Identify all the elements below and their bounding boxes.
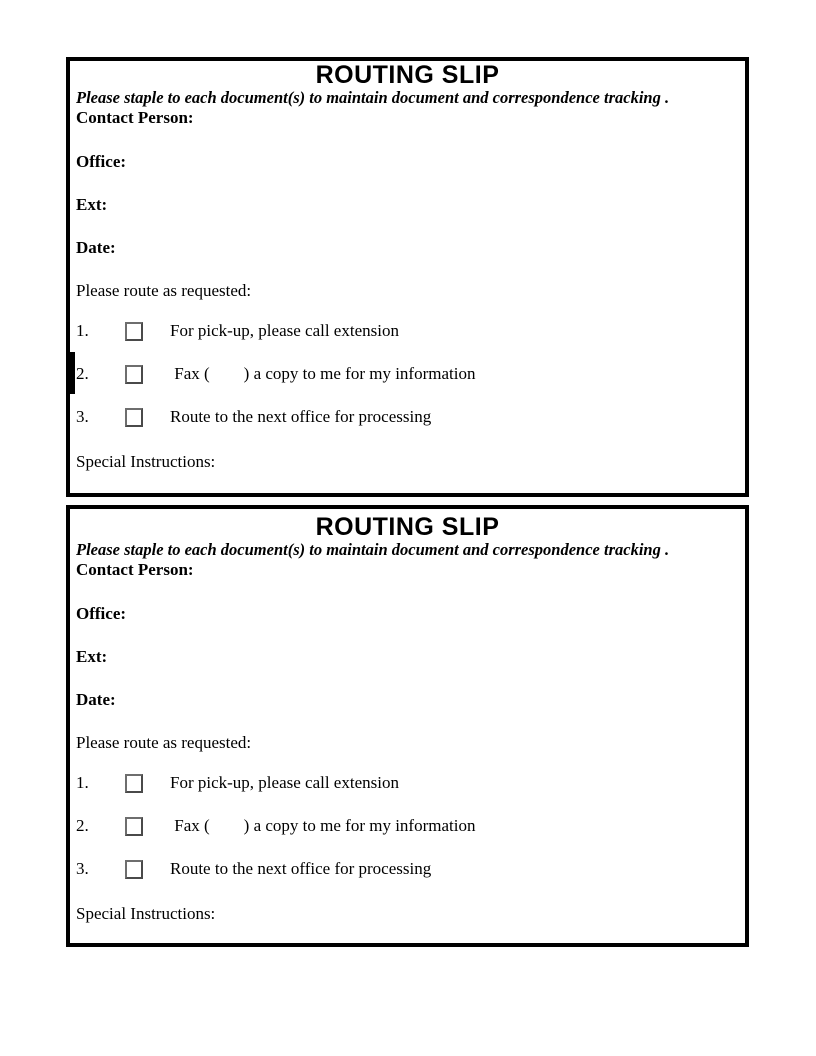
route-option-3-label: Route to the next office for processing [170, 859, 432, 878]
route-option-3-checkbox[interactable] [125, 860, 143, 879]
route-option-3-label: Route to the next office for processing [170, 407, 432, 426]
date-label: Date: [76, 690, 116, 709]
route-option-3-number: 3. [76, 859, 89, 878]
route-option-2 [76, 362, 739, 386]
route-option-2-checkbox[interactable] [125, 365, 143, 384]
date-label: Date: [76, 238, 116, 257]
routing-slip-1 [66, 57, 749, 497]
contact-person-label: Contact Person: [76, 560, 194, 579]
route-option-1-checkbox[interactable] [125, 322, 143, 341]
route-option-1-label: For pick-up, please call extension [170, 773, 399, 792]
route-option-1-number: 1. [76, 773, 89, 792]
contact-person-label: Contact Person: [76, 108, 194, 127]
route-option-2-number: 2. [76, 364, 89, 383]
office-label: Office: [76, 604, 127, 623]
route-option-1-number: 1. [76, 321, 89, 340]
route-option-3-number: 3. [76, 407, 89, 426]
route-option-3 [76, 405, 739, 429]
route-option-1 [76, 771, 739, 795]
route-option-1-checkbox[interactable] [125, 774, 143, 793]
route-option-2 [76, 814, 739, 838]
special-instructions-label: Special Instructions: [76, 452, 216, 471]
route-option-2-label: Fax ( ) a copy to me for my information [170, 364, 476, 383]
special-instructions-label: Special Instructions: [76, 904, 216, 923]
slip-subtitle: Please staple to each document(s) to maintain document and correspondence tracking . [76, 88, 670, 107]
slip-title: ROUTING SLIP [315, 513, 500, 541]
route-option-2-checkbox[interactable] [125, 817, 143, 836]
ext-label: Ext: [76, 195, 108, 214]
route-option-1-label: For pick-up, please call extension [170, 321, 399, 340]
route-option-2-label: Fax ( ) a copy to me for my information [170, 816, 476, 835]
change-bar [70, 352, 75, 394]
route-prompt: Please route as requested: [76, 733, 252, 752]
slip-subtitle: Please staple to each document(s) to maintain document and correspondence tracking . [76, 540, 670, 559]
route-option-1 [76, 319, 739, 343]
route-option-3-checkbox[interactable] [125, 408, 143, 427]
routing-slip-2 [66, 505, 749, 947]
route-option-3 [76, 857, 739, 881]
ext-label: Ext: [76, 647, 108, 666]
route-prompt: Please route as requested: [76, 281, 252, 300]
route-option-2-number: 2. [76, 816, 89, 835]
slip-title: ROUTING SLIP [315, 61, 500, 89]
office-label: Office: [76, 152, 127, 171]
